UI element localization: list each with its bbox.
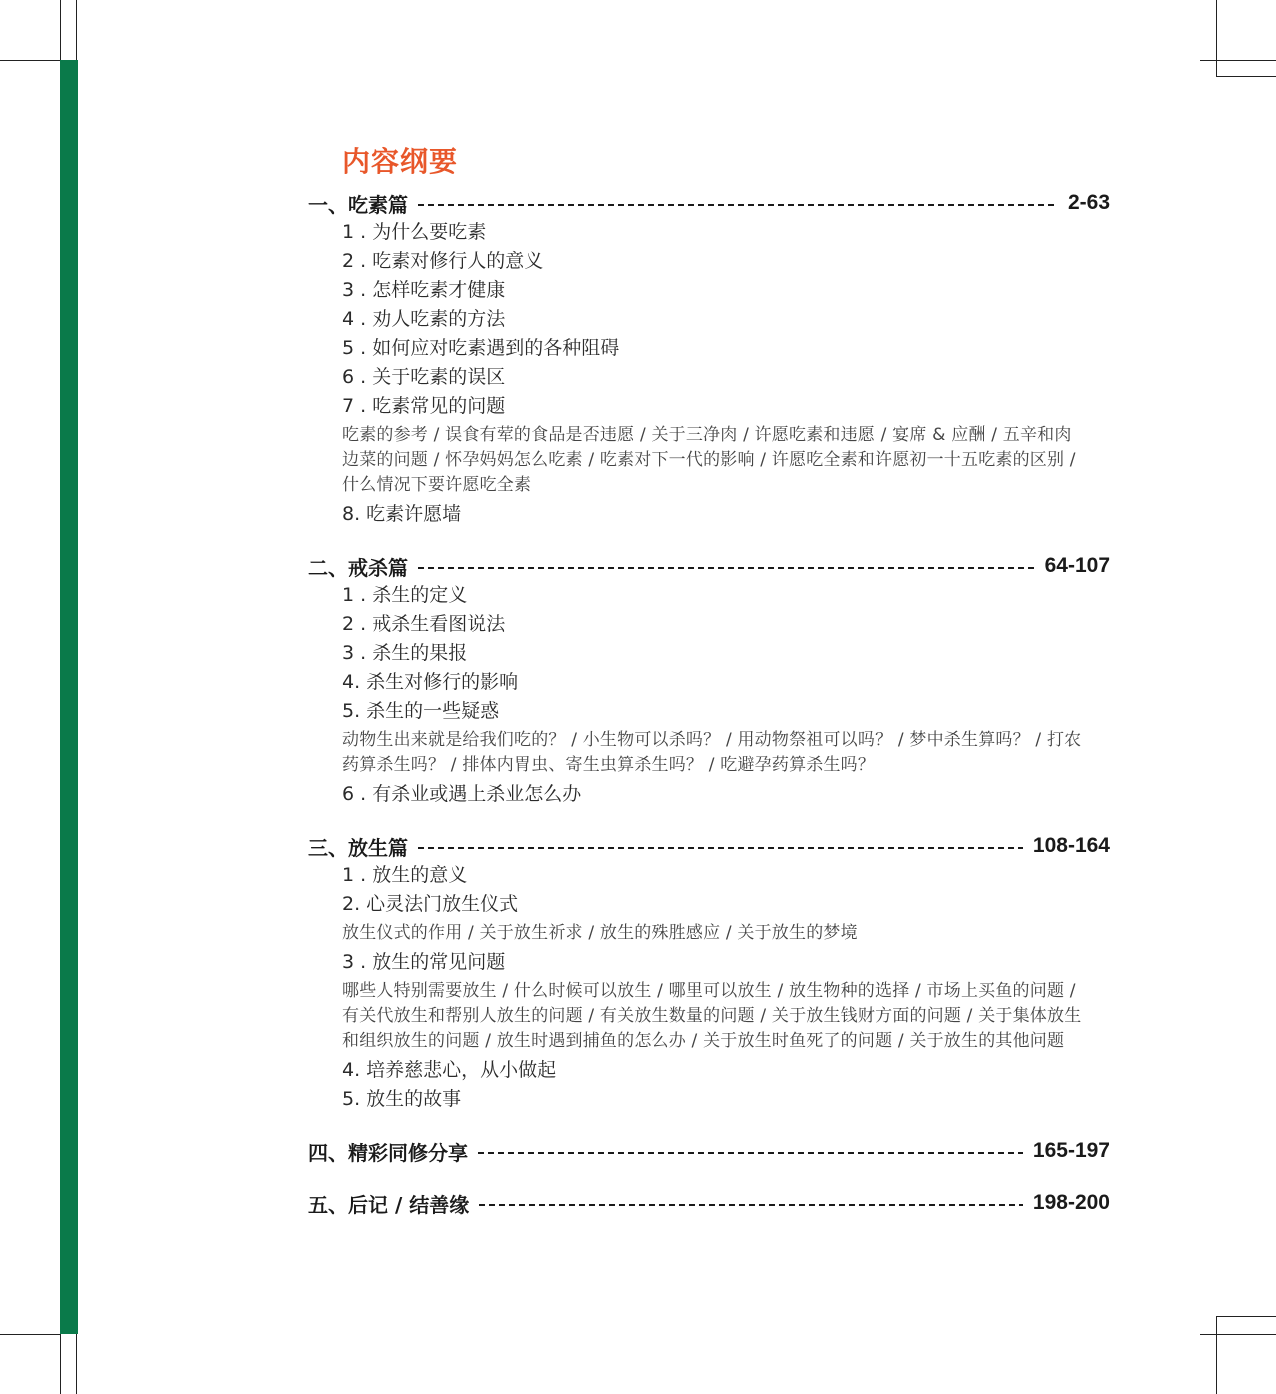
- crop-mark: [60, 1334, 61, 1394]
- crop-mark: [1200, 60, 1276, 61]
- section-heading[interactable]: [308, 551, 1110, 581]
- crop-mark: [1216, 1316, 1276, 1317]
- crop-mark: [1216, 76, 1276, 77]
- item-description: 哪些人特别需要放生 / 什么时候可以放生 / 哪里可以放生 / 放生物种的选择 / 市场上买鱼的问题 / 有关代放生和帮别人放生的问题 / 有关放生数量的问题 / 关于放生钱财方面的问题 / 关于集体放生和组织放生的问题 / 放生时遇到捕鱼的怎么办 / 关于放生时鱼死了的问题 / 关于放生的其他问题: [342, 981, 1082, 1051]
- toc-section: [308, 1188, 1110, 1218]
- section-title: 四、精彩同修分享: [308, 1140, 468, 1165]
- page-title: 内容纲要: [342, 145, 459, 178]
- toc-item[interactable]: 3 . 怎样吃素才健康: [342, 279, 506, 301]
- page-range: 108-164: [1032, 834, 1110, 857]
- green-side-bar: [60, 60, 78, 1334]
- toc-item[interactable]: 8. 吃素许愿墙: [342, 503, 462, 525]
- section-items: [308, 218, 1110, 529]
- item-description: 动物生出来就是给我们吃的？ / 小生物可以杀吗？ / 用动物祭祖可以吗？ / 梦中杀生算吗？ / 打农药算杀生吗？ / 排体内胃虫、寄生虫算杀生吗？ / 吃避孕药算杀生吗？: [342, 730, 1082, 775]
- toc-item[interactable]: 5. 放生的故事: [342, 1088, 462, 1110]
- section-heading[interactable]: [308, 831, 1110, 861]
- dotted-leader: [478, 1152, 1023, 1154]
- section-title: 五、后记 / 结善缘: [308, 1192, 470, 1217]
- dotted-leader: [479, 1204, 1023, 1206]
- page-range: 198-200: [1032, 1191, 1110, 1214]
- page-range: 2-63: [1067, 191, 1110, 214]
- section-items: [308, 581, 1110, 809]
- section-heading[interactable]: [308, 1136, 1110, 1166]
- toc-item[interactable]: 3 . 放生的常见问题: [342, 951, 506, 973]
- toc-item[interactable]: 5. 杀生的一些疑惑: [342, 700, 500, 722]
- section-items: [308, 861, 1110, 1114]
- page-range: 64-107: [1044, 554, 1110, 577]
- crop-mark: [60, 0, 61, 60]
- dotted-leader: [418, 567, 1035, 569]
- toc-item[interactable]: 5 . 如何应对吃素遇到的各种阻碍: [342, 337, 620, 359]
- page-range: 165-197: [1032, 1139, 1110, 1162]
- toc-item[interactable]: 2 . 吃素对修行人的意义: [342, 250, 544, 272]
- section-heading[interactable]: [308, 188, 1110, 218]
- toc-section: [308, 188, 1110, 529]
- section-title: 一、吃素篇: [308, 192, 408, 217]
- dotted-leader: [418, 204, 1058, 206]
- crop-mark: [0, 60, 60, 61]
- crop-mark: [1200, 1334, 1276, 1335]
- crop-mark: [1216, 1316, 1217, 1394]
- toc-item[interactable]: 2 . 戒杀生看图说法: [342, 613, 506, 635]
- toc-item[interactable]: 1 . 为什么要吃素: [342, 221, 487, 243]
- toc-item[interactable]: 6 . 有杀业或遇上杀业怎么办: [342, 783, 582, 805]
- toc-item[interactable]: 4. 培养慈悲心，从小做起: [342, 1059, 557, 1081]
- toc-item[interactable]: 1 . 杀生的定义: [342, 584, 468, 606]
- toc-item[interactable]: 2. 心灵法门放生仪式: [342, 893, 519, 915]
- dotted-leader: [418, 847, 1023, 849]
- toc-item[interactable]: 4 . 劝人吃素的方法: [342, 308, 506, 330]
- toc-section: [308, 831, 1110, 1114]
- toc-item[interactable]: 7 . 吃素常见的问题: [342, 395, 506, 417]
- section-title: 二、戒杀篇: [308, 555, 408, 580]
- crop-mark: [76, 0, 77, 60]
- crop-mark: [0, 1334, 60, 1335]
- section-title: 三、放生篇: [308, 835, 408, 860]
- crop-mark: [76, 1334, 77, 1394]
- toc-item[interactable]: 4. 杀生对修行的影响: [342, 671, 519, 693]
- toc-item[interactable]: 1 . 放生的意义: [342, 864, 468, 886]
- toc-item[interactable]: 3 . 杀生的果报: [342, 642, 468, 664]
- section-heading[interactable]: [308, 1188, 1110, 1218]
- toc-section: [308, 551, 1110, 809]
- table-of-contents: [308, 188, 1110, 1240]
- toc-item[interactable]: 6 . 关于吃素的误区: [342, 366, 506, 388]
- toc-section: [308, 1136, 1110, 1166]
- crop-mark: [1216, 0, 1217, 76]
- item-description: 放生仪式的作用 / 关于放生祈求 / 放生的殊胜感应 / 关于放生的梦境: [342, 923, 858, 943]
- item-description: 吃素的参考 / 误食有荤的食品是否违愿 / 关于三净肉 / 许愿吃素和违愿 / 宴席 & 应酬 / 五辛和肉边菜的问题 / 怀孕妈妈怎么吃素 / 吃素对下一代的影响 / 许愿吃全素和许愿初一十五吃素的区别 / 什么情况下要许愿吃全素: [342, 425, 1076, 495]
